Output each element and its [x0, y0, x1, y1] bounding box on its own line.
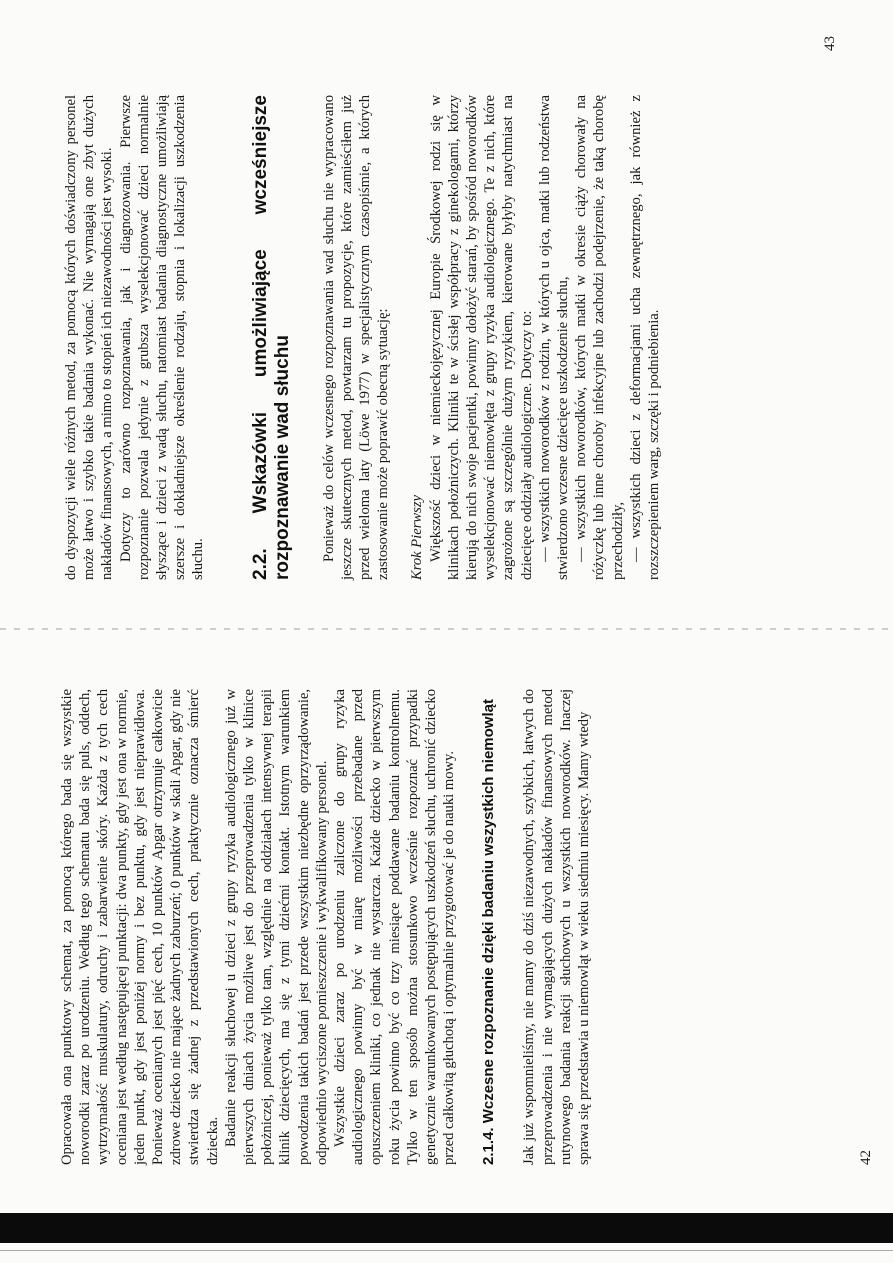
paragraph: Badanie reakcji słuchowej u dzieci z grupy ryzyka audiologicznego już w pierwszych dniach życia możliwe jest do przeprowadzenia tylko w klinice położniczej, ponieważ tylko tam, względnie na oddziałach intensywnej terapii klinik dziecięcych, ma się z tymi dziećmi kontakt. Istotnym warunkiem powodzenia takich badań jest przede wszystkim niezbędne oprzyrządowanie, odpowiednio wyciszone pomieszczenie i wykwalifikowany personel. — [222, 689, 330, 1165]
paragraph: Opracowała ona punktowy schemat, za pomocą którego bada się wszystkie noworodki zaraz po urodzeniu. Według tego schematu bada się puls, oddech, wytrzymałość muskulatury, odruchy i zabarwienie skóry. Każda z tych cech oceniana jest według następującej punktacji: dwa punkty, gdy jest ona w normie, jeden punkt, gdy jest poniżej normy i bez punktu, gdy jest nieprawidłowa. Ponieważ ocenianych jest pięć cech, 10 punktów Apgar otrzymuje całkowicie zdrowe dziecko nie mające żadnych zaburzeń; 0 punktów w skali Apgar, gdy nie stwierdza się żadnej z przedstawionych cech, praktycznie oznacza śmierć dziecka. — [59, 689, 221, 1165]
page-number: 43 — [822, 36, 838, 51]
page-gutter — [0, 628, 893, 630]
paragraph: do dyspozycji wiele różnych metod, za pomocą których doświadczony personel może łatwo i szybko takie badania wykonać. Nie wymagają one zbyt dużych nakładów finansowych, a mimo to stopień ich niezawodności jest wysoki. — [63, 95, 116, 580]
left-page-text-column — [58, 689, 593, 1165]
section-heading: 2.2. Wskazówki umożliwiające wcześniejsze rozpoznawanie wad słuchu — [249, 95, 293, 580]
right-page-text-column — [62, 95, 663, 580]
list-item: — wszystkich noworodków z rodzin, w których u ojca, matki lub rodzeństwa stwierdzono wczesne dziecięce uszkodzenie słuchu, — [536, 95, 572, 580]
left-page — [0, 631, 893, 1263]
scan-edge-line — [0, 1250, 893, 1251]
paragraph: Większość dzieci w niemieckojęzycznej Europie Środkowej rodzi się w klinikach położniczych. Kliniki te w ścisłej współpracy z ginekologami, którzy kierują do nich swoje pacjentki, powinny dołożyć starań, by spośród noworodków wyselekcjonować niemowlęta z grupy ryzyka audiologicznego. Te z nich, które zagrożone są szczególnie dużym ryzykiem, kierowane byłyby natychmiast na dziecięce oddziały audiologiczne. Dotyczy to: — [427, 95, 535, 580]
paragraph: Jak już wspomnieliśmy, nie mamy do dziś niezawodnych, szybkich, łatwych do przeprowadzenia i nie wymagających dużych nakładów finansowych metod rutynowego badania reakcji słuchowych u wszystkich noworodków. Inaczej sprawa się przedstawia u niemowląt w wieku siedmiu miesięcy. Mamy wtedy — [521, 689, 593, 1165]
scan-shadow-band — [0, 1213, 893, 1243]
subheading-krok: Krok Pierwszy — [409, 495, 426, 580]
section-heading: 2.1.4. Wczesne rozpoznanie dzięki badaniu wszystkich niemowląt — [480, 699, 498, 1165]
paragraph: Dotyczy to zarówno rozpoznawania, jak i diagnozowania. Pierwsze rozpoznanie pozwala jedynie z grubsza wyselekcjonować dzieci normalnie słyszące i dzieci z wadą słuchu, natomiast badania diagnostyczne umożliwiają szersze i dokładniejsze określenie rodzaju, stopnia i lokalizacji uszkodzenia słuchu. — [117, 95, 207, 580]
paragraph: Wszystkie dzieci zaraz po urodzeniu zaliczone do grupy ryzyka audiologicznego powinny być w miarę możliwości przebadane przed opuszczeniem kliniki, co jednak nie wystarcza. Każde dziecko w pierwszym roku życia powinno być co trzy miesiące poddawane badaniu kontrolnemu. Tylko w ten sposób można stosunkowo wcześnie rozpoznać przypadki genetycznie warunkowanych postępujących uszkodzeń słuchu, uchronić dziecko przed całkowitą głuchotą i optymalnie przygotować je do nauki mowy. — [332, 689, 458, 1165]
right-page — [0, 0, 893, 631]
page-number: 42 — [858, 1150, 874, 1165]
list-item: — wszystkich noworodków, których matki w okresie ciąży chorowały na różyczkę lub inne choroby infekcyjne lub zachodzi podejrzenie, że taką chorobę przechodziły, — [573, 95, 626, 580]
list-item: — wszystkich dzieci z deformacjami ucha zewnętrznego, jak również z rozszczepieniem warg, szczęki i podniebienia. — [627, 95, 663, 580]
paragraph: Ponieważ do celów wczesnego rozpoznawania wad słuchu nie wypracowano jeszcze skutecznych metod, powtarzam tu propozycje, które zamieściłem już przed wieloma laty (Löwe 1977) w specjalistycznym czasopiśmie, a których zastosowanie może poprawić obecną sytuację: — [320, 95, 392, 580]
